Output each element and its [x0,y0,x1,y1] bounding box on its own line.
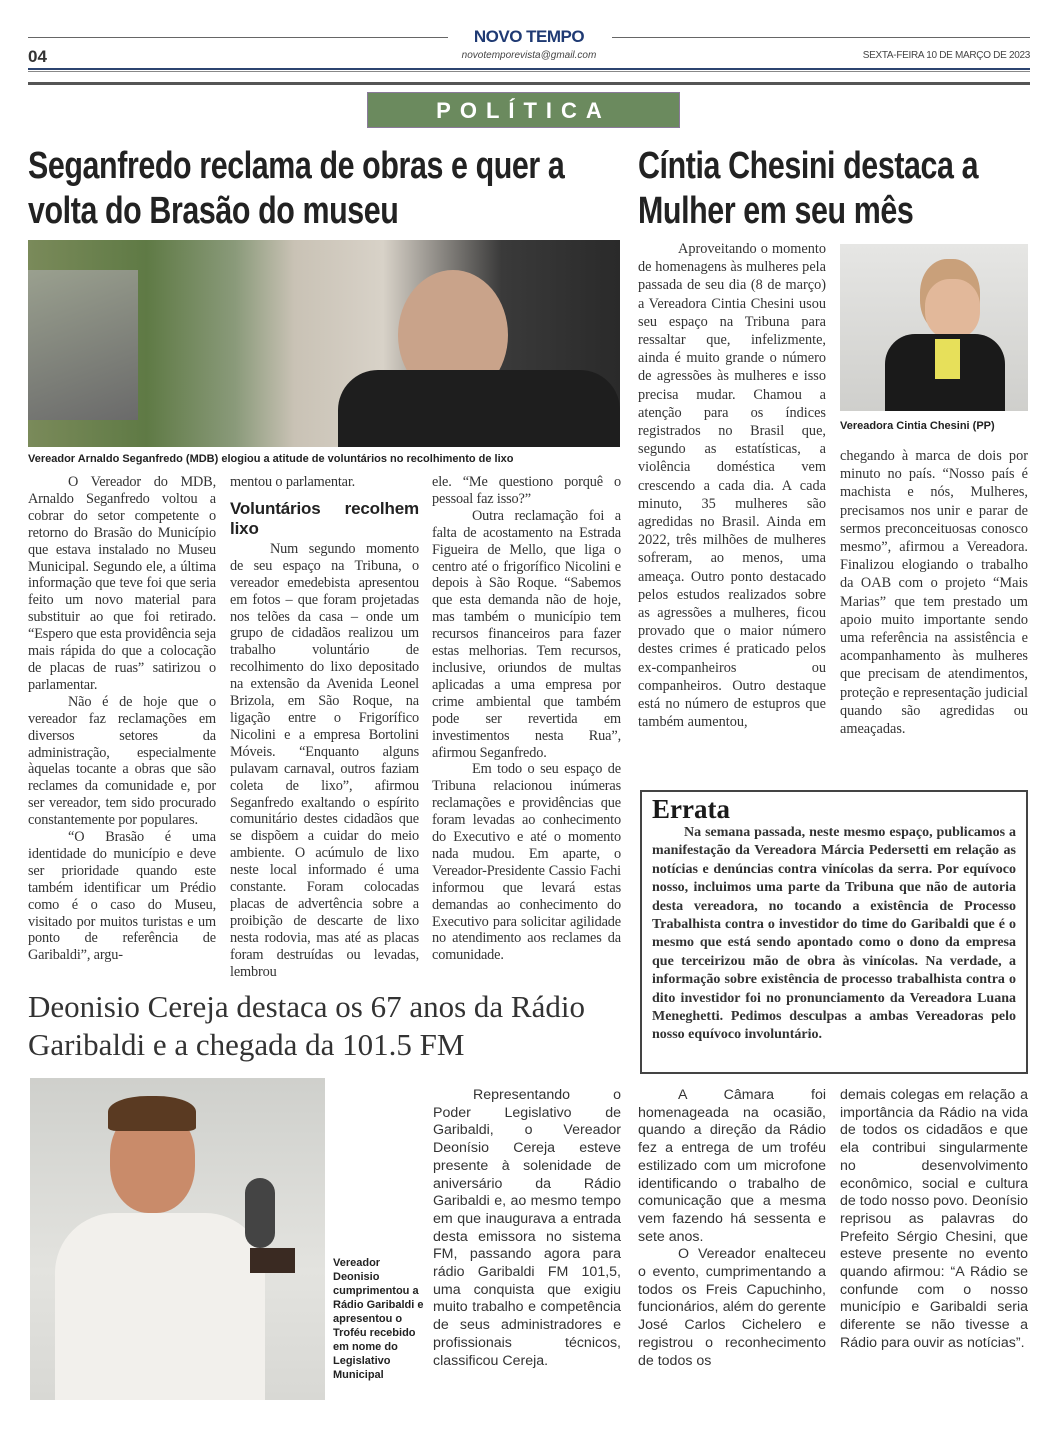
article3-column-2 [638,1087,826,1370]
paragraph: mentou o parlamentar. [230,474,356,490]
article2-headline: Cíntia Chesini destaca a Mulher em seu mês [638,145,979,232]
errata-box [640,790,1028,1074]
paragraph: O Vereador enalteceu o evento, cumprimentando a todos os Freis Capuchinho, funcionários, além do gerente José Carlos Cichelero e registrou o reconhecimento de todos os [638,1246,826,1369]
article1-column-3 [432,474,621,964]
article3-headline: Deonisio Cereja destaca os 67 anos da Rádio Garibaldi e a chegada da 101.5 FM [28,988,628,1064]
article1-column-2 [230,474,419,980]
article2-column-2 [840,447,1028,738]
paragraph: Em todo o seu espaço de Tribuna relacionou inúmeras reclamações e providências que foram levadas ao conhecimento do Executivo e até o momento nada mudou. Em aparte, o Vereador-Presidente Cassio Fachi informou que levará estas demandas ao conhecimento do Executivo para solicitar agilidade no atendimento aos reclames da comunidade. [432,761,621,964]
article1-caption: Vereador Arnaldo Seganfredo (MDB) elogiou a atitude de voluntários no recolhimento de lixo [28,453,514,465]
article3-photo [30,1078,325,1400]
article2-photo [840,244,1028,411]
article1-column-1 [28,474,216,964]
paragraph: A Câmara foi homenageada na ocasião, quando a direção da Rádio fez a entrega de um troféu estilizado com um microfone identificando o trabalho de comunicação que a mesma vem fazendo há sessenta e sete anos. [638,1087,826,1245]
article1-photo [28,240,620,447]
section-divider [28,82,1030,85]
contact-email[interactable]: novotemporevista@gmail.com [461,50,597,61]
article2-caption: Vereadora Cintia Chesini (PP) [840,420,995,432]
section-label: POLÍTICA [367,92,680,128]
article3-column-3 [840,1087,1028,1353]
issue-date: SEXTA-FEIRA 10 DE MARÇO DE 2023 [862,50,1030,61]
paragraph: Outra reclamação foi a falta de acostamento na Estrada Figueira de Mello, que liga o centro até o frigorífico Nicolini e depois à São Roque. “Sabemos que esta demanda não de hoje, mas também o município tem recursos financeiros para fazer estas melhorias. Tem recursos, inclusive, oriundos de multas aplicadas a uma empresa por crime ambiental que também pode ser revertida em investimentos nesta Rua”, afirmou Seganfredo. [432,507,621,761]
article1-subhead: Voluntários recolhem lixo [230,498,419,538]
paragraph: Aproveitando o momento de homenagens às mulheres pela passada de seu dia (8 de março) a Vereadora Cintia Chesini usou seu espaço na Tribuna para ressaltar que, infelizmente, ainda é muito grande o número de agressões às mulheres e isso precisa mudar. Chamou a atenção para os índices registrados no Brasil que, segundo as estatísticas, a violência doméstica vem crescendo a cada dia. A cada minuto, 35 mulheres são agredidas no Brasil. Ainda em 2022, três milhões de mulheres sofreram, ao menos, uma ameaça. Outro ponto destacado pelos estudos realizados sobre as agressões a mulheres, ficou provado que o maior número destes crimes é praticado pelos ex-companheiros ou companheiros. Outro destaque está no número de estupros que também aumentou, [638,241,826,731]
errata-title: Errata [652,794,730,824]
article3-caption: Vereador Deonisio cumprimentou a Rádio Garibaldi e apresentou o Troféu recebido em nome do Legislativo Municipal [333,1257,424,1381]
article3-column-1 [433,1087,621,1370]
paragraph: ele. “Me questiono porquê o pessoal faz isso?” [432,474,621,507]
header-divider [28,68,1030,70]
errata-body: Na semana passada, neste mesmo espaço, publicamos a manifestação da Vereadora Márcia Pedersetti em relação as notícias e denúncias contra vinícolas da serra. Por equívoco nosso, incluimos uma parte da Tribuna que não de autoria desta vereadora, no tocando a existência de Processo Trabalhista contra o investidor do time do Garibaldi que é o mesmo que está sendo apontado como o dono da empresa que terceirizou mão de obra às vinícolas. Na verdade, a informação sobre existência de processo trabalhista contra o dito investidor foi no pronunciamento da Vereadora Luana Meneghetti. Pedimos desculpas a ambas Vereadoras pelo nosso equívoco involuntário. [652,825,1016,1043]
paragraph: Representando o Poder Legislativo de Garibaldi, o Vereador Deonísio Cereja esteve presente à solenidade de aniversário da Rádio Garibaldi e, ao mesmo tempo em que inaugurava a entrada desta emissora no sistema FM, passando agora para rádio Garibaldi FM 101,5, uma conquista que exigiu muito trabalho e competência de seus administradores e profissionais técnicos, classificou Cereja. [433,1087,621,1369]
paragraph: O Vereador do MDB, Arnaldo Seganfredo voltou a cobrar do setor competente o retorno do Brasão do Município que estava instalado no Museu Municipal. Segundo ele, a última informação que teve foi que seria feito um novo material para substituir ao que foi retirado. “Espero que esta providência seja mais rápida do que a colocação de placas de ruas” satirizou o parlamentar. [28,474,216,693]
newspaper-brand: NOVO TEMPO [473,27,585,46]
paragraph: Num segundo momento de seu espaço na Tribuna, o vereador emedebista apresentou em fotos – que foram projetadas nos telões da casa – onde um grupo de cidadãos realizou um trabalho voluntário de recolhimento do lixo depositado na extensão da Avenida Leonel Brizola, em São Roque, na ligação entre o Frigorífico Nicolini e a empresa Bortolini Móveis. “Enquanto alguns pulavam carnaval, outros faziam coleta de lixo”, afirmou Seganfredo exaltando o espírito comunitário destes cidadãos que se dispõem a cuidar do meio ambiente. O acúmulo de lixo neste local informado é uma constante. Foram colocadas placas de advertência sobre a proibição de descarte de lixo nesta rodovia, mas até as placas foram destruídas ou levadas, lembrou [230,540,419,980]
paragraph: “O Brasão é uma identidade do município e deve ser prioridade quando este também identificar um Prédio como é o caso do Museu, visitado por muitos turistas e um ponto de referência de Garibaldi”, argu- [28,829,216,964]
paragraph: chegando à marca de dois por minuto no país. “Nosso país é machista e nós, Mulheres, precisamos nos unir e parar de sermos preconceituosas conosco mesmo”, afirmou a Vereadora. Finalizou elogiando o trabalho da OAB com o projeto “Mais Marias” que tem prestado um apoio muito importante sendo uma referência na assistência e acompanhamento às mulheres que precisam de atendimentos, proteção e representação judicial quando são agredidas ou ameaçadas. [840,448,1028,738]
article2-column-1 [638,240,826,731]
paragraph: demais colegas em relação a importância da Rádio na vida de todos os cidadãos e que ela contribui singularmente no desenvolvimento econômico, social e cultura de todo nosso povo. Deonísio reprisou as palavras do Prefeito Sérgio Chesini, que esteve presente no evento quando afirmou: “A Rádio se confunde com o nosso município e Garibaldi seria diferente se não tivesse a Rádio para ouvir as notícias”. [840,1087,1028,1351]
header-divider-thin [28,71,1030,72]
page-number: 04 [28,47,47,66]
paragraph: Não é de hoje que o vereador faz reclamações em diversos setores da administração, especialmente àquelas tocante a obras que são reclames da comunidade e, por ser vereador, tem sido procurado constantemente por populares. [28,693,216,829]
article1-headline: Seganfredo reclama de obras e quer a volta do Brasão do museu [28,145,565,232]
